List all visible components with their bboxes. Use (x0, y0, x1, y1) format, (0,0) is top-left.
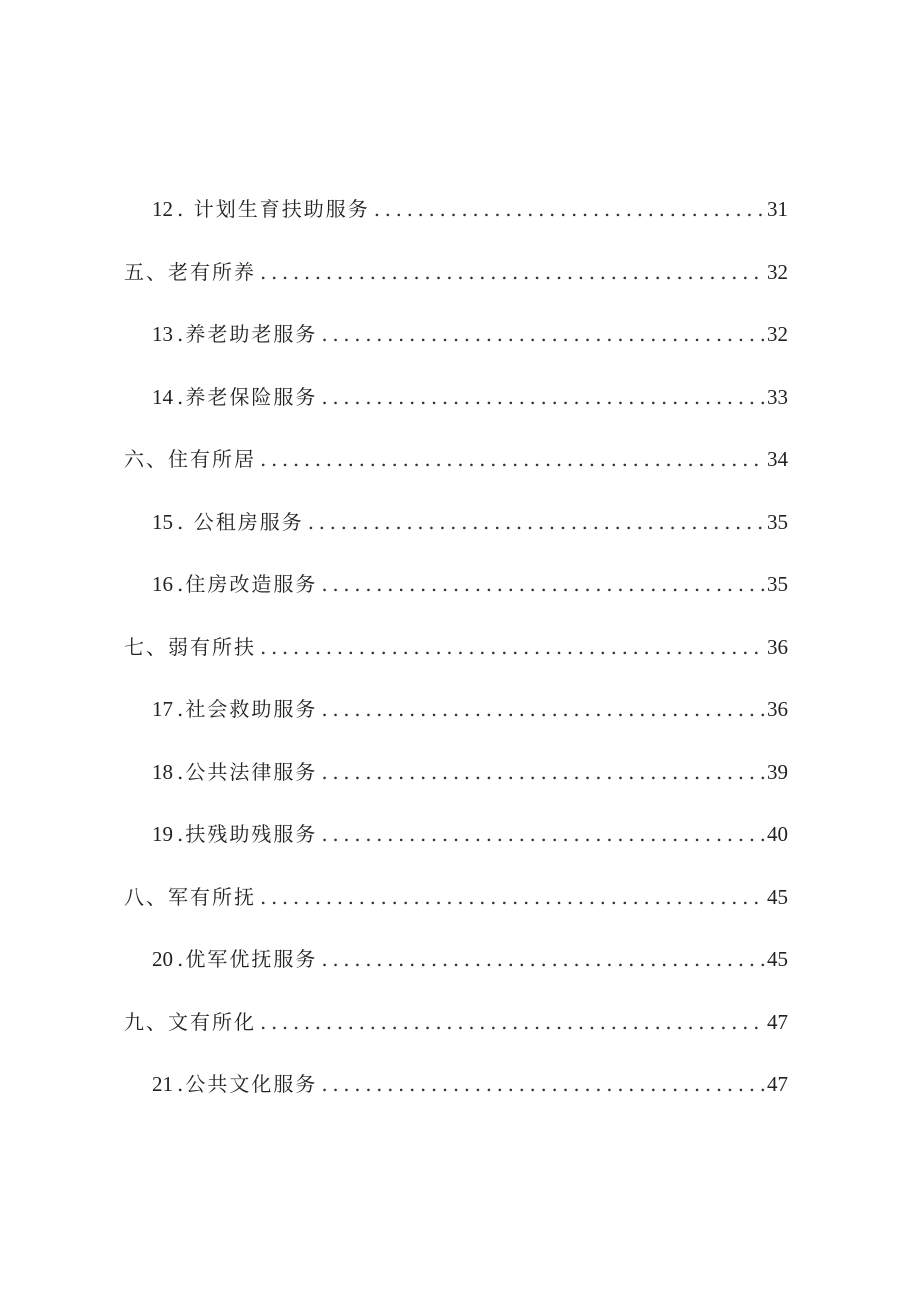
toc-entry-page: 36 (767, 697, 788, 721)
dot-leader (321, 321, 765, 347)
dot-leader (321, 696, 765, 722)
toc-entry-number: 13 (152, 322, 173, 346)
toc-entry-20[interactable] (152, 932, 788, 972)
dot-leader (321, 571, 765, 597)
toc-entry-label: 14 .养老保险服务 (152, 384, 318, 409)
toc-entry-number: 15 (152, 509, 173, 534)
toc-section-7[interactable] (124, 620, 788, 660)
toc-entry-number: 16 (152, 572, 173, 596)
dot-leader (260, 446, 765, 472)
dot-leader (374, 196, 765, 222)
toc-entry-15[interactable] (152, 495, 788, 535)
toc-section-label: 九、文有所化 (124, 1009, 256, 1034)
toc-entry-14[interactable] (152, 370, 788, 410)
dot-leader (308, 509, 765, 535)
toc-entry-label: 19 .扶残助残服务 (152, 822, 318, 846)
dot-leader (260, 884, 765, 910)
dot-leader (321, 759, 765, 785)
toc-section-5[interactable] (124, 245, 788, 285)
dot-leader (260, 259, 765, 285)
toc-entry-page: 34 (767, 447, 788, 471)
toc-entry-page: 32 (767, 259, 788, 284)
toc-entry-13[interactable] (152, 307, 788, 347)
toc-entry-number: 18 (152, 759, 173, 784)
toc-entry-page: 47 (767, 1009, 788, 1034)
toc-section-9[interactable] (124, 995, 788, 1035)
toc-entry-page: 45 (767, 947, 788, 971)
dot-leader (321, 946, 765, 972)
toc-entry-label: 20 .优军优抚服务 (152, 947, 318, 971)
toc-section-label: 五、老有所养 (124, 259, 256, 284)
toc-entry-page: 35 (767, 509, 788, 534)
toc-entry-label: 21 .公共文化服务 (152, 1072, 318, 1096)
toc-entry-label: 17 .社会救助服务 (152, 697, 318, 721)
toc-entry-page: 40 (767, 822, 788, 846)
toc-entry-page: 31 (767, 197, 788, 221)
toc-entry-label: 13 .养老助老服务 (152, 322, 318, 346)
dot-leader (260, 1009, 765, 1035)
toc-section-8[interactable] (124, 870, 788, 910)
toc-section-label: 六、住有所居 (124, 447, 256, 471)
toc-entry-18[interactable] (152, 745, 788, 785)
toc-entry-page: 32 (767, 322, 788, 346)
toc-entry-page: 36 (767, 634, 788, 659)
toc-entry-21[interactable] (152, 1057, 788, 1097)
toc-entry-page: 33 (767, 384, 788, 409)
toc-section-6[interactable] (124, 432, 788, 472)
toc-entry-number: 21 (152, 1072, 173, 1096)
toc-entry-page: 39 (767, 759, 788, 784)
toc-entry-19[interactable] (152, 807, 788, 847)
toc-entry-page: 35 (767, 572, 788, 596)
toc-entry-number: 12 (152, 197, 173, 221)
toc-entry-label: 12 . 计划生育扶助服务 (152, 197, 370, 221)
toc-entry-number: 14 (152, 384, 173, 409)
toc-section-label: 七、弱有所扶 (124, 634, 256, 659)
toc-entry-number: 19 (152, 822, 173, 846)
toc-entry-label: 16 .住房改造服务 (152, 572, 318, 596)
toc-entry-label: 15 . 公租房服务 (152, 509, 304, 534)
toc-entry-17[interactable] (152, 682, 788, 722)
dot-leader (321, 384, 765, 410)
toc-entry-number: 17 (152, 697, 173, 721)
dot-leader (321, 1071, 765, 1097)
dot-leader (260, 634, 765, 660)
dot-leader (321, 821, 765, 847)
toc-entry-page: 47 (767, 1072, 788, 1096)
toc-entry-label: 18 .公共法律服务 (152, 759, 318, 784)
toc-entry-page: 45 (767, 884, 788, 909)
toc-entry-number: 20 (152, 947, 173, 971)
toc-section-label: 八、军有所抚 (124, 884, 256, 909)
toc-entry-12[interactable] (152, 182, 788, 222)
toc-entry-16[interactable] (152, 557, 788, 597)
